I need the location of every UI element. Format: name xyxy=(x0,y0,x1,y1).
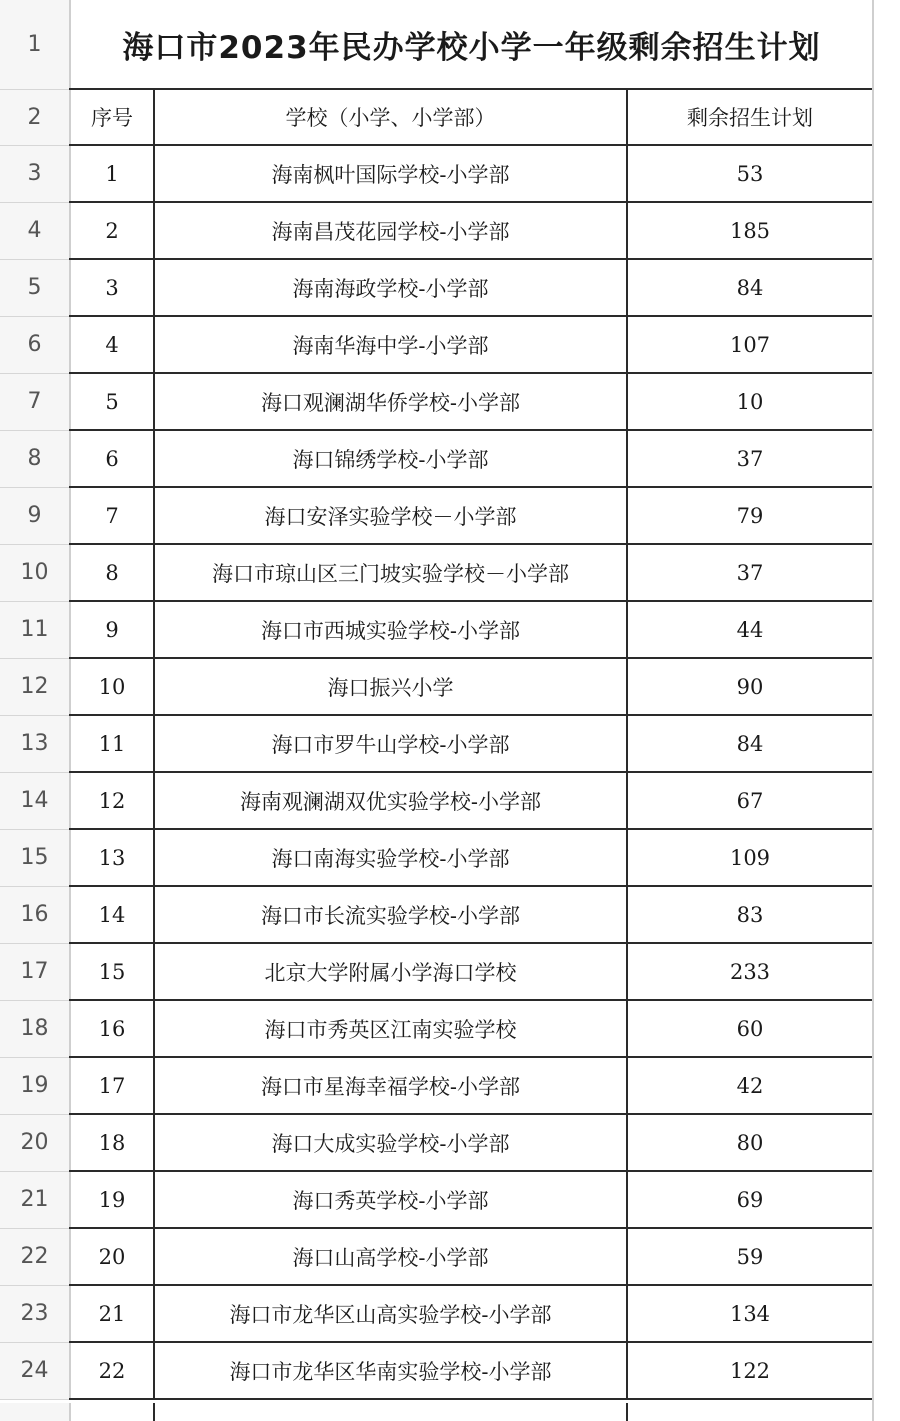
grid-line xyxy=(69,1056,872,1058)
row-number[interactable]: 20 xyxy=(0,1114,71,1171)
grid-line xyxy=(69,657,872,659)
plan-cell[interactable]: 37 xyxy=(628,430,874,487)
row-divider xyxy=(0,829,69,830)
table-row xyxy=(0,202,900,259)
school-cell[interactable]: 海口观澜湖华侨学校-小学部 xyxy=(155,373,628,430)
school-cell[interactable]: 海口大成实验学校-小学部 xyxy=(155,1114,628,1171)
row-number[interactable] xyxy=(0,1403,71,1421)
school-cell[interactable]: 海南观澜湖双优实验学校-小学部 xyxy=(155,772,628,829)
empty-cell[interactable] xyxy=(874,544,900,601)
index-cell[interactable]: 8 xyxy=(71,544,155,601)
plan-cell[interactable]: 53 xyxy=(628,145,874,202)
index-cell[interactable]: 11 xyxy=(71,715,155,772)
row-divider xyxy=(0,373,69,374)
row-number[interactable]: 6 xyxy=(0,316,71,373)
row-number[interactable]: 11 xyxy=(0,601,71,658)
grid-line xyxy=(69,1398,872,1400)
row-number[interactable]: 3 xyxy=(0,145,71,202)
grid-line xyxy=(69,144,872,146)
plan-cell[interactable]: 233 xyxy=(628,943,874,1000)
index-cell[interactable]: 6 xyxy=(71,430,155,487)
row-divider xyxy=(0,259,69,260)
row-divider xyxy=(0,1228,69,1229)
plan-cell[interactable]: 69 xyxy=(628,1171,874,1228)
row-divider xyxy=(0,886,69,887)
index-cell[interactable]: 13 xyxy=(71,829,155,886)
grid-line xyxy=(69,999,872,1001)
row-number[interactable]: 1 xyxy=(0,0,71,89)
row-number[interactable]: 9 xyxy=(0,487,71,544)
index-cell[interactable]: 19 xyxy=(71,1171,155,1228)
table-row xyxy=(0,145,900,202)
plan-cell[interactable]: 134 xyxy=(628,1285,874,1342)
index-cell[interactable]: 22 xyxy=(71,1342,155,1399)
row-number[interactable]: 14 xyxy=(0,772,71,829)
plan-cell[interactable]: 42 xyxy=(628,1057,874,1114)
row-divider xyxy=(0,601,69,602)
row-divider xyxy=(0,658,69,659)
table-row xyxy=(0,1228,900,1285)
grid-line xyxy=(69,258,872,260)
school-cell[interactable]: 海南枫叶国际学校-小学部 xyxy=(155,145,628,202)
empty-cell[interactable] xyxy=(874,1057,900,1114)
row-number[interactable]: 8 xyxy=(0,430,71,487)
empty-cell[interactable] xyxy=(874,1171,900,1228)
plan-cell[interactable]: 67 xyxy=(628,772,874,829)
grid-line xyxy=(69,942,872,944)
row-number[interactable]: 12 xyxy=(0,658,71,715)
empty-cell[interactable] xyxy=(874,715,900,772)
row-divider xyxy=(0,715,69,716)
table-cell[interactable] xyxy=(155,1403,628,1421)
sheet-title[interactable]: 海口市2023年民办学校小学一年级剩余招生计划 xyxy=(71,0,874,89)
grid-line xyxy=(69,1284,872,1286)
row-number[interactable]: 22 xyxy=(0,1228,71,1285)
row-divider xyxy=(0,145,69,146)
plan-cell[interactable]: 84 xyxy=(628,715,874,772)
row-number[interactable]: 2 xyxy=(0,89,71,145)
plan-cell[interactable]: 83 xyxy=(628,886,874,943)
table-row xyxy=(0,487,900,544)
school-cell[interactable]: 海南海政学校-小学部 xyxy=(155,259,628,316)
empty-cell[interactable] xyxy=(874,1228,900,1285)
table-row xyxy=(0,430,900,487)
index-cell[interactable]: 9 xyxy=(71,601,155,658)
table-row xyxy=(0,316,900,373)
row-number[interactable]: 16 xyxy=(0,886,71,943)
empty-cell[interactable] xyxy=(874,772,900,829)
row-divider xyxy=(0,943,69,944)
row-number[interactable]: 10 xyxy=(0,544,71,601)
row-divider xyxy=(0,1057,69,1058)
table-row xyxy=(0,1171,900,1228)
table-row xyxy=(0,373,900,430)
row-divider xyxy=(0,1000,69,1001)
index-cell[interactable]: 20 xyxy=(71,1228,155,1285)
header-row xyxy=(0,89,900,145)
row-number[interactable]: 7 xyxy=(0,373,71,430)
school-cell[interactable]: 海口市龙华区华南实验学校-小学部 xyxy=(155,1342,628,1399)
empty-cell[interactable] xyxy=(874,373,900,430)
school-cell[interactable]: 北京大学附属小学海口学校 xyxy=(155,943,628,1000)
row-divider xyxy=(0,772,69,773)
index-cell[interactable]: 17 xyxy=(71,1057,155,1114)
school-cell[interactable]: 海口山高学校-小学部 xyxy=(155,1228,628,1285)
grid-line xyxy=(69,372,872,374)
empty-cell[interactable] xyxy=(874,1342,900,1399)
grid-line xyxy=(69,1341,872,1343)
table-row xyxy=(0,715,900,772)
row-number[interactable]: 21 xyxy=(0,1171,71,1228)
grid-line xyxy=(69,543,872,545)
plan-cell[interactable]: 79 xyxy=(628,487,874,544)
grid-line xyxy=(69,714,872,716)
school-cell[interactable]: 海口市西城实验学校-小学部 xyxy=(155,601,628,658)
row-number[interactable]: 17 xyxy=(0,943,71,1000)
partial-row xyxy=(0,1403,900,1421)
empty-cell[interactable] xyxy=(874,89,900,145)
grid-line xyxy=(69,201,872,203)
empty-cell[interactable] xyxy=(874,316,900,373)
empty-cell[interactable] xyxy=(874,886,900,943)
row-divider xyxy=(0,202,69,203)
school-cell[interactable]: 海口安泽实验学校－小学部 xyxy=(155,487,628,544)
empty-cell[interactable] xyxy=(874,487,900,544)
empty-cell[interactable] xyxy=(874,601,900,658)
row-number[interactable]: 19 xyxy=(0,1057,71,1114)
index-cell[interactable]: 3 xyxy=(71,259,155,316)
empty-cell[interactable] xyxy=(874,658,900,715)
table-cell[interactable] xyxy=(628,1403,874,1421)
table-row xyxy=(0,1285,900,1342)
table-row xyxy=(0,259,900,316)
index-cell[interactable]: 7 xyxy=(71,487,155,544)
row-number[interactable]: 23 xyxy=(0,1285,71,1342)
table-row xyxy=(0,943,900,1000)
plan-cell[interactable]: 122 xyxy=(628,1342,874,1399)
plan-cell[interactable]: 90 xyxy=(628,658,874,715)
grid-line xyxy=(69,1227,872,1229)
school-cell[interactable]: 海口秀英学校-小学部 xyxy=(155,1171,628,1228)
school-cell[interactable]: 海口市长流实验学校-小学部 xyxy=(155,886,628,943)
school-cell[interactable]: 海口南海实验学校-小学部 xyxy=(155,829,628,886)
plan-cell[interactable]: 80 xyxy=(628,1114,874,1171)
table-row xyxy=(0,1114,900,1171)
school-cell[interactable]: 海口锦绣学校-小学部 xyxy=(155,430,628,487)
index-cell[interactable]: 12 xyxy=(71,772,155,829)
empty-cell[interactable] xyxy=(874,943,900,1000)
row-number[interactable]: 13 xyxy=(0,715,71,772)
column-divider xyxy=(872,0,874,1421)
empty-cell[interactable] xyxy=(874,1403,900,1421)
table-row xyxy=(0,886,900,943)
plan-cell[interactable]: 59 xyxy=(628,1228,874,1285)
row-number[interactable]: 24 xyxy=(0,1342,71,1399)
empty-cell[interactable] xyxy=(874,259,900,316)
plan-cell[interactable]: 44 xyxy=(628,601,874,658)
grid-line xyxy=(69,315,872,317)
index-cell[interactable]: 10 xyxy=(71,658,155,715)
row-number[interactable]: 4 xyxy=(0,202,71,259)
row-number[interactable]: 18 xyxy=(0,1000,71,1057)
row-divider xyxy=(0,316,69,317)
row-number[interactable]: 15 xyxy=(0,829,71,886)
empty-cell[interactable] xyxy=(874,1000,900,1057)
title-row xyxy=(0,0,900,89)
empty-cell[interactable] xyxy=(874,1285,900,1342)
row-divider xyxy=(0,1342,69,1343)
plan-cell[interactable]: 109 xyxy=(628,829,874,886)
school-cell[interactable]: 海口市罗牛山学校-小学部 xyxy=(155,715,628,772)
header-school[interactable]: 学校（小学、小学部） xyxy=(155,89,628,145)
plan-cell[interactable]: 185 xyxy=(628,202,874,259)
grid-line xyxy=(69,1113,872,1115)
school-cell[interactable]: 海南昌茂花园学校-小学部 xyxy=(155,202,628,259)
row-divider xyxy=(0,1171,69,1172)
plan-cell[interactable]: 84 xyxy=(628,259,874,316)
index-cell[interactable]: 2 xyxy=(71,202,155,259)
row-divider xyxy=(0,1285,69,1286)
row-divider xyxy=(0,1114,69,1115)
table-row xyxy=(0,1057,900,1114)
school-cell[interactable]: 海口市琼山区三门坡实验学校－小学部 xyxy=(155,544,628,601)
grid-line xyxy=(69,600,872,602)
school-cell[interactable]: 海口市秀英区江南实验学校 xyxy=(155,1000,628,1057)
plan-cell[interactable]: 10 xyxy=(628,373,874,430)
index-cell[interactable]: 21 xyxy=(71,1285,155,1342)
grid-line xyxy=(69,88,872,90)
grid-line xyxy=(69,771,872,773)
school-cell[interactable]: 海口市龙华区山高实验学校-小学部 xyxy=(155,1285,628,1342)
index-cell[interactable]: 15 xyxy=(71,943,155,1000)
grid-line xyxy=(69,486,872,488)
table-row xyxy=(0,772,900,829)
index-cell[interactable]: 5 xyxy=(71,373,155,430)
plan-cell[interactable]: 37 xyxy=(628,544,874,601)
table-cell[interactable] xyxy=(71,1403,155,1421)
school-cell[interactable]: 海口市星海幸福学校-小学部 xyxy=(155,1057,628,1114)
empty-cell[interactable] xyxy=(874,430,900,487)
school-cell[interactable]: 海口振兴小学 xyxy=(155,658,628,715)
row-divider xyxy=(0,487,69,488)
row-divider xyxy=(0,430,69,431)
index-cell[interactable]: 1 xyxy=(71,145,155,202)
index-cell[interactable]: 4 xyxy=(71,316,155,373)
index-cell[interactable]: 18 xyxy=(71,1114,155,1171)
plan-cell[interactable]: 107 xyxy=(628,316,874,373)
table-row xyxy=(0,544,900,601)
empty-cell[interactable] xyxy=(874,202,900,259)
index-cell[interactable]: 14 xyxy=(71,886,155,943)
index-cell[interactable]: 16 xyxy=(71,1000,155,1057)
table-row xyxy=(0,601,900,658)
header-plan[interactable]: 剩余招生计划 xyxy=(628,89,874,145)
grid-line xyxy=(69,1170,872,1172)
table-row xyxy=(0,1000,900,1057)
row-number[interactable]: 5 xyxy=(0,259,71,316)
table-row xyxy=(0,658,900,715)
row-divider xyxy=(0,89,69,90)
plan-cell[interactable]: 60 xyxy=(628,1000,874,1057)
school-cell[interactable]: 海南华海中学-小学部 xyxy=(155,316,628,373)
table-row xyxy=(0,829,900,886)
empty-cell[interactable] xyxy=(874,145,900,202)
header-index[interactable]: 序号 xyxy=(71,89,155,145)
grid-line xyxy=(69,828,872,830)
table-row xyxy=(0,1342,900,1399)
row-divider xyxy=(0,544,69,545)
grid-line xyxy=(69,885,872,887)
grid-line xyxy=(69,429,872,431)
empty-cell[interactable] xyxy=(874,829,900,886)
row-divider xyxy=(0,1399,69,1400)
empty-cell[interactable] xyxy=(874,1114,900,1171)
